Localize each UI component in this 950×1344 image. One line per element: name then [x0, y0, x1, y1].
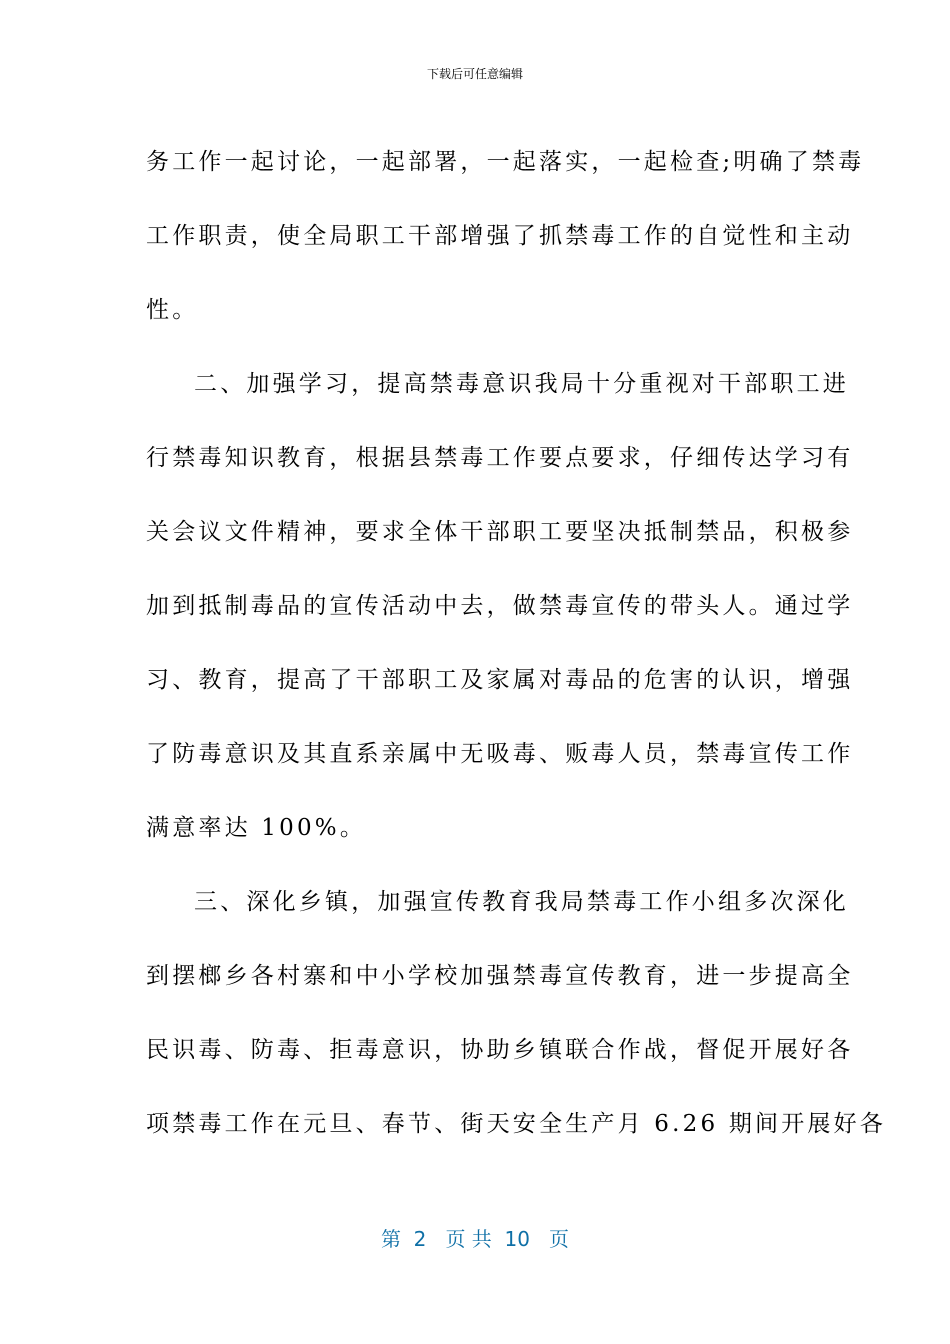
body-line: 性。 — [146, 297, 199, 323]
body-line: 三、深化乡镇，加强宣传教育我局禁毒工作小组多次深化 — [194, 889, 849, 915]
header-note: 下载后可任意编辑 — [426, 67, 523, 81]
body-line: 行禁毒知识教育，根据县禁毒工作要点要求，仔细传达学习有 — [146, 445, 854, 471]
body-line: 民识毒、防毒、拒毒意识，协助乡镇联合作战，督促开展好各 — [146, 1037, 854, 1063]
body-line: 务工作一起讨论，一起部署，一起落实，一起检查;明确了禁毒 — [146, 149, 865, 175]
body-line: 习、教育，提高了干部职工及家属对毒品的危害的认识，增强 — [146, 667, 854, 693]
body-line: 项禁毒工作在元旦、春节、街天安全生产月 6.26 期间开展好各 — [146, 1111, 887, 1137]
body-line: 到摆榔乡各村寨和中小学校加强禁毒宣传教育，进一步提高全 — [146, 963, 854, 989]
body-line: 满意率达 100%。 — [146, 815, 367, 841]
body-line: 工作职责，使全局职工干部增强了抓禁毒工作的自觉性和主动 — [146, 223, 854, 249]
document-body — [146, 125, 887, 1161]
body-line: 了防毒意识及其直系亲属中无吸毒、贩毒人员，禁毒宣传工作 — [146, 741, 854, 767]
body-line: 加到抵制毒品的宣传活动中去，做禁毒宣传的带头人。通过学 — [146, 593, 854, 619]
page-number-footer: 第 2 页 共 10 页 — [380, 1227, 570, 1251]
body-line: 关会议文件精神，要求全体干部职工要坚决抵制禁品，积极参 — [146, 519, 854, 545]
body-line: 二、加强学习，提高禁毒意识我局十分重视对干部职工进 — [194, 371, 849, 397]
